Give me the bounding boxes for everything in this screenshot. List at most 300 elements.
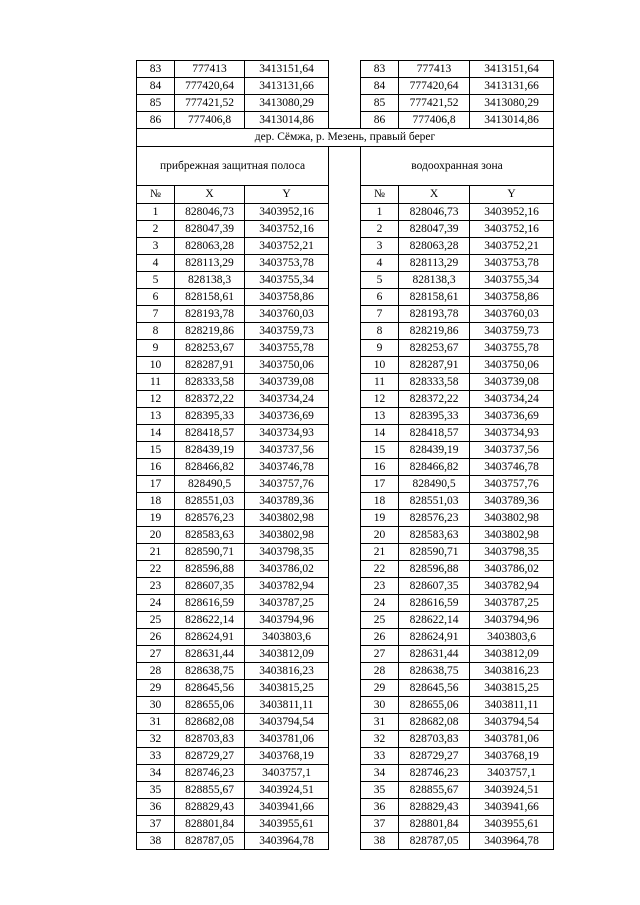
left-cell-y: 3403802,98 <box>245 510 329 527</box>
left-cell-y: 3403816,23 <box>245 663 329 680</box>
right-cell-number: 29 <box>361 680 399 697</box>
right-cell-x: 828622,14 <box>399 612 470 629</box>
right-cell-y: 3403746,78 <box>470 459 554 476</box>
section-rows <box>137 204 554 850</box>
right-cell-x: 828287,91 <box>399 357 470 374</box>
left-cell-y: 3403737,56 <box>245 442 329 459</box>
right-cell-number: 4 <box>361 255 399 272</box>
top-rows <box>137 61 554 129</box>
left-cell-number: 3 <box>137 238 175 255</box>
right-cell-number: 85 <box>361 95 399 112</box>
right-cell-number: 37 <box>361 816 399 833</box>
right-cell-x: 777406,8 <box>399 112 470 129</box>
left-cell-y: 3403815,25 <box>245 680 329 697</box>
table-row <box>137 595 554 612</box>
left-cell-x: 828158,61 <box>175 289 245 306</box>
table-row <box>137 323 554 340</box>
right-cell-number: 26 <box>361 629 399 646</box>
right-cell-number: 6 <box>361 289 399 306</box>
right-cell-y: 3403755,34 <box>470 272 554 289</box>
left-cell-x: 828046,73 <box>175 204 245 221</box>
left-cell-y: 3403798,35 <box>245 544 329 561</box>
left-cell-x: 828439,19 <box>175 442 245 459</box>
left-cell-y: 3403755,34 <box>245 272 329 289</box>
right-cell-y: 3403794,54 <box>470 714 554 731</box>
right-cell-number: 5 <box>361 272 399 289</box>
right-cell-x: 828439,19 <box>399 442 470 459</box>
table-row <box>137 765 554 782</box>
left-cell-x: 828193,78 <box>175 306 245 323</box>
right-cell-x: 828253,67 <box>399 340 470 357</box>
left-cell-y: 3403750,06 <box>245 357 329 374</box>
left-cell-y: 3413014,86 <box>245 112 329 129</box>
right-cell-y: 3403757,1 <box>470 765 554 782</box>
left-cell-x: 828253,67 <box>175 340 245 357</box>
right-cell-x: 828746,23 <box>399 765 470 782</box>
right-cell-y: 3403952,16 <box>470 204 554 221</box>
left-cell-x: 828466,82 <box>175 459 245 476</box>
left-cell-number: 35 <box>137 782 175 799</box>
right-cell-y: 3403768,19 <box>470 748 554 765</box>
right-cell-y: 3403737,56 <box>470 442 554 459</box>
left-cell-number: 25 <box>137 612 175 629</box>
section-title: дер. Сёмжа, р. Мезень, правый берег <box>137 129 554 147</box>
section-title-row <box>137 129 554 147</box>
right-cell-x: 828607,35 <box>399 578 470 595</box>
right-cell-x: 828113,29 <box>399 255 470 272</box>
right-cell-x: 828596,88 <box>399 561 470 578</box>
left-cell-y: 3403812,09 <box>245 646 329 663</box>
column-gap <box>329 578 361 595</box>
right-cell-y: 3403760,03 <box>470 306 554 323</box>
table-row <box>137 646 554 663</box>
column-gap <box>329 663 361 680</box>
left-cell-x: 828047,39 <box>175 221 245 238</box>
left-cell-number: 86 <box>137 112 175 129</box>
left-cell-number: 85 <box>137 95 175 112</box>
left-cell-number: 10 <box>137 357 175 374</box>
table-row <box>137 238 554 255</box>
column-gap <box>329 527 361 544</box>
column-gap <box>329 646 361 663</box>
right-cell-number: 34 <box>361 765 399 782</box>
right-cell-number: 20 <box>361 527 399 544</box>
right-cell-number: 2 <box>361 221 399 238</box>
left-cell-number: 19 <box>137 510 175 527</box>
table-row <box>137 680 554 697</box>
left-cell-number: 33 <box>137 748 175 765</box>
left-zone-title: прибрежная защитная полоса <box>137 147 329 186</box>
right-cell-y: 3403734,93 <box>470 425 554 442</box>
right-cell-y: 3403782,94 <box>470 578 554 595</box>
right-cell-x: 828418,57 <box>399 425 470 442</box>
table-row <box>137 357 554 374</box>
right-cell-x: 828638,75 <box>399 663 470 680</box>
right-cell-number: 8 <box>361 323 399 340</box>
column-gap <box>329 272 361 289</box>
table-row <box>137 289 554 306</box>
table-row <box>137 748 554 765</box>
left-cell-y: 3403803,6 <box>245 629 329 646</box>
right-cell-number: 32 <box>361 731 399 748</box>
table-row <box>137 408 554 425</box>
left-cell-x: 777421,52 <box>175 95 245 112</box>
left-cell-number: 34 <box>137 765 175 782</box>
right-cell-x: 828046,73 <box>399 204 470 221</box>
right-cell-y: 3403753,78 <box>470 255 554 272</box>
right-cell-y: 3403955,61 <box>470 816 554 833</box>
table-row <box>137 833 554 850</box>
column-gap <box>329 408 361 425</box>
left-cell-x: 828418,57 <box>175 425 245 442</box>
right-cell-y: 3403758,86 <box>470 289 554 306</box>
column-gap <box>329 782 361 799</box>
right-cell-x: 828616,59 <box>399 595 470 612</box>
left-cell-y: 3403734,93 <box>245 425 329 442</box>
coordinates-table <box>136 60 554 850</box>
right-cell-number: 14 <box>361 425 399 442</box>
right-cell-y: 3403734,24 <box>470 391 554 408</box>
table-row <box>137 731 554 748</box>
table-row <box>137 714 554 731</box>
right-cell-y: 3403787,25 <box>470 595 554 612</box>
right-cell-number: 83 <box>361 61 399 78</box>
left-cell-y: 3403964,78 <box>245 833 329 850</box>
left-cell-y: 3403781,06 <box>245 731 329 748</box>
left-cell-y: 3403758,86 <box>245 289 329 306</box>
column-gap <box>329 595 361 612</box>
table-row <box>137 78 554 95</box>
left-cell-x: 828576,23 <box>175 510 245 527</box>
right-cell-x: 828655,06 <box>399 697 470 714</box>
left-cell-x: 828729,27 <box>175 748 245 765</box>
column-gap <box>329 306 361 323</box>
right-cell-number: 22 <box>361 561 399 578</box>
right-cell-x: 828395,33 <box>399 408 470 425</box>
right-header-x: X <box>399 186 470 204</box>
left-cell-number: 5 <box>137 272 175 289</box>
column-gap <box>329 374 361 391</box>
column-gap <box>329 799 361 816</box>
table-row <box>137 782 554 799</box>
left-cell-x: 777420,64 <box>175 78 245 95</box>
table-row <box>137 612 554 629</box>
table-row <box>137 95 554 112</box>
column-gap <box>329 561 361 578</box>
left-cell-y: 3403941,66 <box>245 799 329 816</box>
table-row <box>137 255 554 272</box>
left-cell-number: 27 <box>137 646 175 663</box>
left-cell-number: 29 <box>137 680 175 697</box>
right-cell-number: 86 <box>361 112 399 129</box>
table-row <box>137 663 554 680</box>
right-cell-x: 828551,03 <box>399 493 470 510</box>
right-cell-y: 3403798,35 <box>470 544 554 561</box>
right-zone-title: водоохранная зона <box>361 147 554 186</box>
left-cell-number: 1 <box>137 204 175 221</box>
column-gap <box>329 680 361 697</box>
left-cell-y: 3403752,21 <box>245 238 329 255</box>
left-cell-number: 30 <box>137 697 175 714</box>
left-header-x: X <box>175 186 245 204</box>
column-gap <box>329 442 361 459</box>
left-cell-x: 828590,71 <box>175 544 245 561</box>
right-cell-number: 16 <box>361 459 399 476</box>
left-cell-number: 12 <box>137 391 175 408</box>
table-row <box>137 527 554 544</box>
left-cell-y: 3413151,64 <box>245 61 329 78</box>
table-row <box>137 578 554 595</box>
right-cell-y: 3413080,29 <box>470 95 554 112</box>
left-cell-y: 3403955,61 <box>245 816 329 833</box>
left-cell-x: 828829,43 <box>175 799 245 816</box>
right-cell-number: 12 <box>361 391 399 408</box>
column-gap <box>329 323 361 340</box>
table-row <box>137 221 554 238</box>
left-cell-y: 3403736,69 <box>245 408 329 425</box>
left-cell-y: 3403757,1 <box>245 765 329 782</box>
left-cell-y: 3403794,54 <box>245 714 329 731</box>
table-row <box>137 544 554 561</box>
right-cell-number: 84 <box>361 78 399 95</box>
right-cell-y: 3403815,25 <box>470 680 554 697</box>
left-cell-x: 828624,91 <box>175 629 245 646</box>
right-cell-number: 31 <box>361 714 399 731</box>
right-cell-x: 828583,63 <box>399 527 470 544</box>
right-cell-x: 828490,5 <box>399 476 470 493</box>
column-gap <box>329 816 361 833</box>
right-cell-y: 3403802,98 <box>470 510 554 527</box>
column-gap <box>329 731 361 748</box>
right-cell-x: 828219,86 <box>399 323 470 340</box>
left-cell-number: 9 <box>137 340 175 357</box>
left-cell-number: 14 <box>137 425 175 442</box>
right-cell-x: 828703,83 <box>399 731 470 748</box>
right-cell-x: 828063,28 <box>399 238 470 255</box>
right-cell-y: 3403752,16 <box>470 221 554 238</box>
right-cell-x: 828193,78 <box>399 306 470 323</box>
right-cell-x: 828624,91 <box>399 629 470 646</box>
left-cell-x: 828607,35 <box>175 578 245 595</box>
left-cell-y: 3403787,25 <box>245 595 329 612</box>
column-gap <box>329 95 361 112</box>
column-gap <box>329 238 361 255</box>
right-cell-number: 30 <box>361 697 399 714</box>
column-gap <box>329 629 361 646</box>
right-cell-y: 3403811,11 <box>470 697 554 714</box>
right-cell-y: 3403794,96 <box>470 612 554 629</box>
zone-header-row <box>137 147 554 186</box>
left-cell-x: 828631,44 <box>175 646 245 663</box>
right-cell-y: 3413151,64 <box>470 61 554 78</box>
left-cell-y: 3403952,16 <box>245 204 329 221</box>
right-cell-number: 28 <box>361 663 399 680</box>
right-cell-y: 3413131,66 <box>470 78 554 95</box>
left-cell-x: 828622,14 <box>175 612 245 629</box>
right-cell-x: 828645,56 <box>399 680 470 697</box>
column-gap <box>329 748 361 765</box>
left-cell-number: 8 <box>137 323 175 340</box>
left-cell-number: 32 <box>137 731 175 748</box>
left-cell-number: 16 <box>137 459 175 476</box>
left-cell-x: 828287,91 <box>175 357 245 374</box>
column-gap <box>329 425 361 442</box>
left-cell-x: 828746,23 <box>175 765 245 782</box>
column-gap <box>329 459 361 476</box>
right-cell-y: 3403781,06 <box>470 731 554 748</box>
column-gap <box>329 612 361 629</box>
left-cell-number: 26 <box>137 629 175 646</box>
right-cell-y: 3403750,06 <box>470 357 554 374</box>
right-header-number: № <box>361 186 399 204</box>
left-cell-number: 23 <box>137 578 175 595</box>
right-cell-number: 38 <box>361 833 399 850</box>
table-row <box>137 306 554 323</box>
table-row <box>137 374 554 391</box>
right-cell-number: 18 <box>361 493 399 510</box>
column-gap <box>329 357 361 374</box>
right-cell-x: 828729,27 <box>399 748 470 765</box>
left-header-y: Y <box>245 186 329 204</box>
right-cell-x: 828576,23 <box>399 510 470 527</box>
right-cell-number: 33 <box>361 748 399 765</box>
right-cell-y: 3403964,78 <box>470 833 554 850</box>
left-cell-x: 828855,67 <box>175 782 245 799</box>
right-cell-x: 828590,71 <box>399 544 470 561</box>
column-gap <box>329 186 361 204</box>
left-cell-number: 83 <box>137 61 175 78</box>
left-cell-x: 828138,3 <box>175 272 245 289</box>
left-cell-x: 828801,84 <box>175 816 245 833</box>
left-cell-y: 3403752,16 <box>245 221 329 238</box>
left-cell-x: 828219,86 <box>175 323 245 340</box>
table-row <box>137 561 554 578</box>
right-cell-number: 1 <box>361 204 399 221</box>
left-cell-number: 2 <box>137 221 175 238</box>
right-cell-y: 3403924,51 <box>470 782 554 799</box>
left-cell-y: 3403811,11 <box>245 697 329 714</box>
left-cell-number: 22 <box>137 561 175 578</box>
table-row <box>137 459 554 476</box>
left-cell-number: 21 <box>137 544 175 561</box>
right-cell-number: 23 <box>361 578 399 595</box>
right-cell-x: 777420,64 <box>399 78 470 95</box>
right-cell-y: 3403941,66 <box>470 799 554 816</box>
left-cell-x: 828583,63 <box>175 527 245 544</box>
right-header-y: Y <box>470 186 554 204</box>
right-cell-x: 828138,3 <box>399 272 470 289</box>
left-cell-y: 3403802,98 <box>245 527 329 544</box>
table-row <box>137 697 554 714</box>
column-gap <box>329 147 361 186</box>
left-cell-x: 777406,8 <box>175 112 245 129</box>
left-cell-x: 828372,22 <box>175 391 245 408</box>
left-cell-y: 3403739,08 <box>245 374 329 391</box>
left-cell-y: 3403755,78 <box>245 340 329 357</box>
table-row <box>137 442 554 459</box>
right-cell-y: 3403739,08 <box>470 374 554 391</box>
right-cell-y: 3403803,6 <box>470 629 554 646</box>
left-cell-number: 13 <box>137 408 175 425</box>
right-cell-x: 828801,84 <box>399 816 470 833</box>
column-gap <box>329 204 361 221</box>
column-gap <box>329 765 361 782</box>
left-cell-number: 4 <box>137 255 175 272</box>
column-gap <box>329 340 361 357</box>
left-cell-number: 11 <box>137 374 175 391</box>
table-row <box>137 816 554 833</box>
left-cell-y: 3403789,36 <box>245 493 329 510</box>
table-row <box>137 476 554 493</box>
column-gap <box>329 697 361 714</box>
column-gap <box>329 78 361 95</box>
left-cell-x: 828063,28 <box>175 238 245 255</box>
left-cell-y: 3403794,96 <box>245 612 329 629</box>
right-cell-x: 828682,08 <box>399 714 470 731</box>
right-cell-number: 7 <box>361 306 399 323</box>
left-cell-x: 828616,59 <box>175 595 245 612</box>
right-cell-x: 777413 <box>399 61 470 78</box>
table-row <box>137 61 554 78</box>
left-cell-number: 20 <box>137 527 175 544</box>
left-cell-x: 828551,03 <box>175 493 245 510</box>
column-gap <box>329 476 361 493</box>
left-cell-number: 6 <box>137 289 175 306</box>
left-cell-number: 84 <box>137 78 175 95</box>
right-cell-number: 25 <box>361 612 399 629</box>
left-cell-x: 828655,06 <box>175 697 245 714</box>
column-gap <box>329 544 361 561</box>
left-cell-x: 828333,58 <box>175 374 245 391</box>
right-cell-number: 24 <box>361 595 399 612</box>
right-cell-number: 21 <box>361 544 399 561</box>
left-cell-number: 24 <box>137 595 175 612</box>
left-cell-number: 15 <box>137 442 175 459</box>
table-row <box>137 629 554 646</box>
right-cell-x: 777421,52 <box>399 95 470 112</box>
right-cell-number: 13 <box>361 408 399 425</box>
left-cell-number: 28 <box>137 663 175 680</box>
table-row <box>137 510 554 527</box>
column-gap <box>329 510 361 527</box>
right-cell-x: 828158,61 <box>399 289 470 306</box>
left-cell-x: 828490,5 <box>175 476 245 493</box>
left-cell-x: 828638,75 <box>175 663 245 680</box>
left-cell-number: 17 <box>137 476 175 493</box>
right-cell-number: 3 <box>361 238 399 255</box>
right-cell-x: 828787,05 <box>399 833 470 850</box>
right-cell-x: 828333,58 <box>399 374 470 391</box>
column-gap <box>329 255 361 272</box>
column-gap <box>329 493 361 510</box>
left-cell-y: 3403786,02 <box>245 561 329 578</box>
right-cell-number: 19 <box>361 510 399 527</box>
column-gap <box>329 391 361 408</box>
column-gap <box>329 833 361 850</box>
left-cell-y: 3403760,03 <box>245 306 329 323</box>
table-row <box>137 340 554 357</box>
left-cell-y: 3403759,73 <box>245 323 329 340</box>
left-cell-number: 37 <box>137 816 175 833</box>
left-cell-y: 3403746,78 <box>245 459 329 476</box>
right-cell-number: 27 <box>361 646 399 663</box>
right-cell-number: 10 <box>361 357 399 374</box>
right-cell-y: 3403786,02 <box>470 561 554 578</box>
table-row <box>137 493 554 510</box>
column-gap <box>329 112 361 129</box>
left-cell-x: 828645,56 <box>175 680 245 697</box>
right-cell-y: 3413014,86 <box>470 112 554 129</box>
